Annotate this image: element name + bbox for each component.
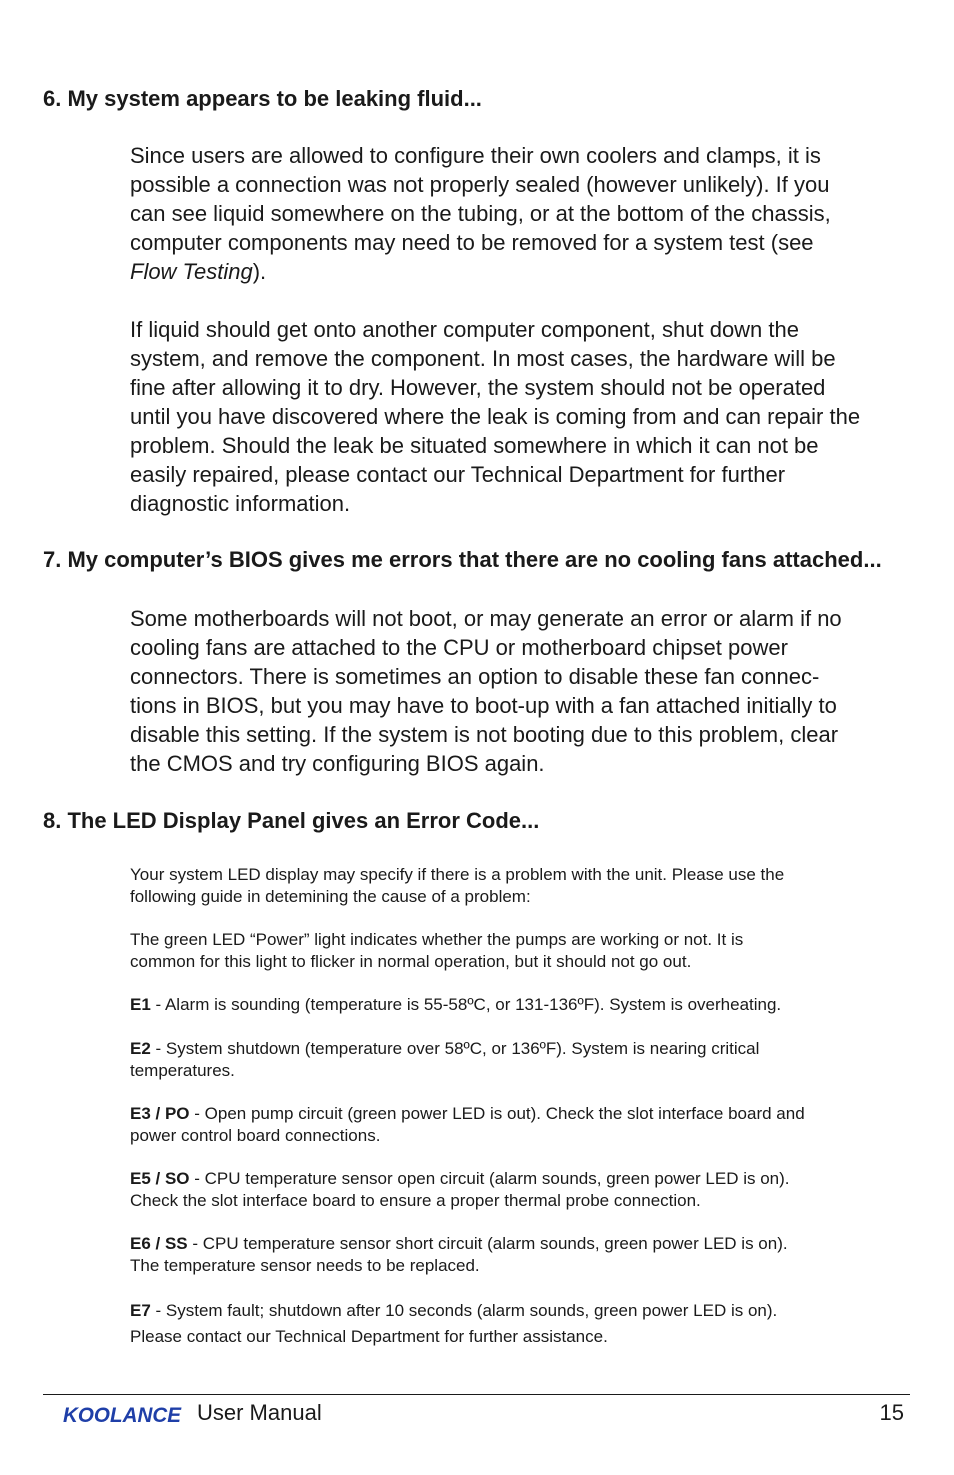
text-line: diagnostic information. (130, 491, 351, 516)
error-code-label: E3 / PO (130, 1104, 190, 1123)
text-line: connectors. There is sometimes an option to disable these fan connec- (130, 664, 820, 689)
error-code-description: - System fault; shutdown after 10 seconds (alarm sounds, green power LED is on). (150, 1301, 778, 1320)
error-code-e6-ss (130, 1233, 912, 1277)
error-code-description: - System shutdown (temperature over 58ºC, or 136ºF). System is nearing critical (150, 1039, 760, 1058)
text-line: cooling fans are attached to the CPU or motherboard chipset power (130, 635, 788, 660)
error-code-label: E1 (130, 995, 151, 1014)
text-line: easily repaired, please contact our Technical Department for further (130, 462, 786, 487)
text-line: Your system LED display may specify if there is a problem with the unit. Please use the (130, 865, 785, 884)
error-code-label: E2 (130, 1039, 151, 1058)
question-6-paragraph-1 (130, 141, 920, 286)
text-line (130, 1103, 912, 1125)
error-code-description: - CPU temperature sensor short circuit (alarm sounds, green power LED is on). (187, 1234, 788, 1253)
text-line: until you have discovered where the leak is coming from and can repair the (130, 404, 861, 429)
text-line: If liquid should get onto another computer component, shut down the (130, 317, 799, 342)
error-code-label: E5 / SO (130, 1169, 190, 1188)
reference-close: ). (252, 259, 267, 284)
question-8-title: 8. The LED Display Panel gives an Error Code... (43, 808, 540, 833)
text-line: following guide in detemining the cause of a problem: (130, 887, 531, 906)
text-line (130, 1298, 912, 1324)
text-line: Some motherboards will not boot, or may generate an error or alarm if no (130, 606, 842, 631)
question-7-title: 7. My computer’s BIOS gives me errors that there are no cooling fans attached... (43, 547, 882, 572)
error-code-description: - CPU temperature sensor open circuit (alarm sounds, green power LED is on). (189, 1169, 790, 1188)
power-led-paragraph (130, 929, 912, 973)
error-code-description: - Open pump circuit (green power LED is out). Check the slot interface board and (189, 1104, 805, 1123)
error-code-e3-po (130, 1103, 912, 1147)
text-line: disable this setting. If the system is not booting due to this problem, clear (130, 722, 839, 747)
text-line: The green LED “Power” light indicates whether the pumps are working or not. It is (130, 930, 744, 949)
text-line: fine after allowing it to dry. However, the system should not be operated (130, 375, 826, 400)
text-line (130, 1233, 912, 1255)
led-intro-paragraph (130, 864, 912, 908)
error-code-e2 (130, 1038, 912, 1082)
question-6-paragraph-2 (130, 315, 920, 518)
text-line: common for this light to flicker in normal operation, but it should not go out. (130, 952, 692, 971)
text-line (130, 257, 920, 286)
text-line (130, 1168, 912, 1190)
question-7-paragraph-1 (130, 604, 920, 778)
text-line: The temperature sensor needs to be replaced. (130, 1256, 480, 1275)
error-code-label: E7 (130, 1301, 151, 1320)
question-6-title: 6. My system appears to be leaking fluid... (43, 86, 482, 111)
text-line: computer components may need to be removed for a system test (see (130, 230, 814, 255)
error-code-e5-so (130, 1168, 912, 1212)
text-line: can see liquid somewhere on the tubing, or at the bottom of the chassis, (130, 201, 831, 226)
text-line (130, 1038, 912, 1060)
text-line (130, 994, 912, 1016)
error-code-label: E6 / SS (130, 1234, 188, 1253)
error-code-e1 (130, 994, 912, 1016)
text-line: the CMOS and try configuring BIOS again. (130, 751, 545, 776)
text-line: power control board connections. (130, 1126, 381, 1145)
error-code-e7 (130, 1298, 912, 1350)
flow-testing-reference: Flow Testing (130, 259, 253, 284)
text-line: Check the slot interface board to ensure a proper thermal probe connection. (130, 1191, 701, 1210)
text-line: Since users are allowed to configure their own coolers and clamps, it is (130, 143, 821, 168)
text-line: possible a connection was not properly sealed (however unlikely). If you (130, 172, 830, 197)
koolance-logo-text: KOOLANCE (63, 1404, 182, 1427)
error-code-description: - Alarm is sounding (temperature is 55-58ºC, or 131-136ºF). System is overheating. (150, 995, 782, 1014)
text-line: problem. Should the leak be situated somewhere in which it can not be (130, 433, 819, 458)
text-line: system, and remove the component. In most cases, the hardware will be (130, 346, 836, 371)
text-line: tions in BIOS, but you may have to boot-up with a fan attached initially to (130, 693, 837, 718)
text-line: Please contact our Technical Department for further assistance. (130, 1327, 608, 1346)
text-line: temperatures. (130, 1061, 235, 1080)
koolance-logo (61, 1400, 185, 1428)
footer-manual-title: User Manual (197, 1400, 322, 1425)
page-number: 15 (879, 1400, 904, 1425)
footer-divider (43, 1394, 910, 1395)
